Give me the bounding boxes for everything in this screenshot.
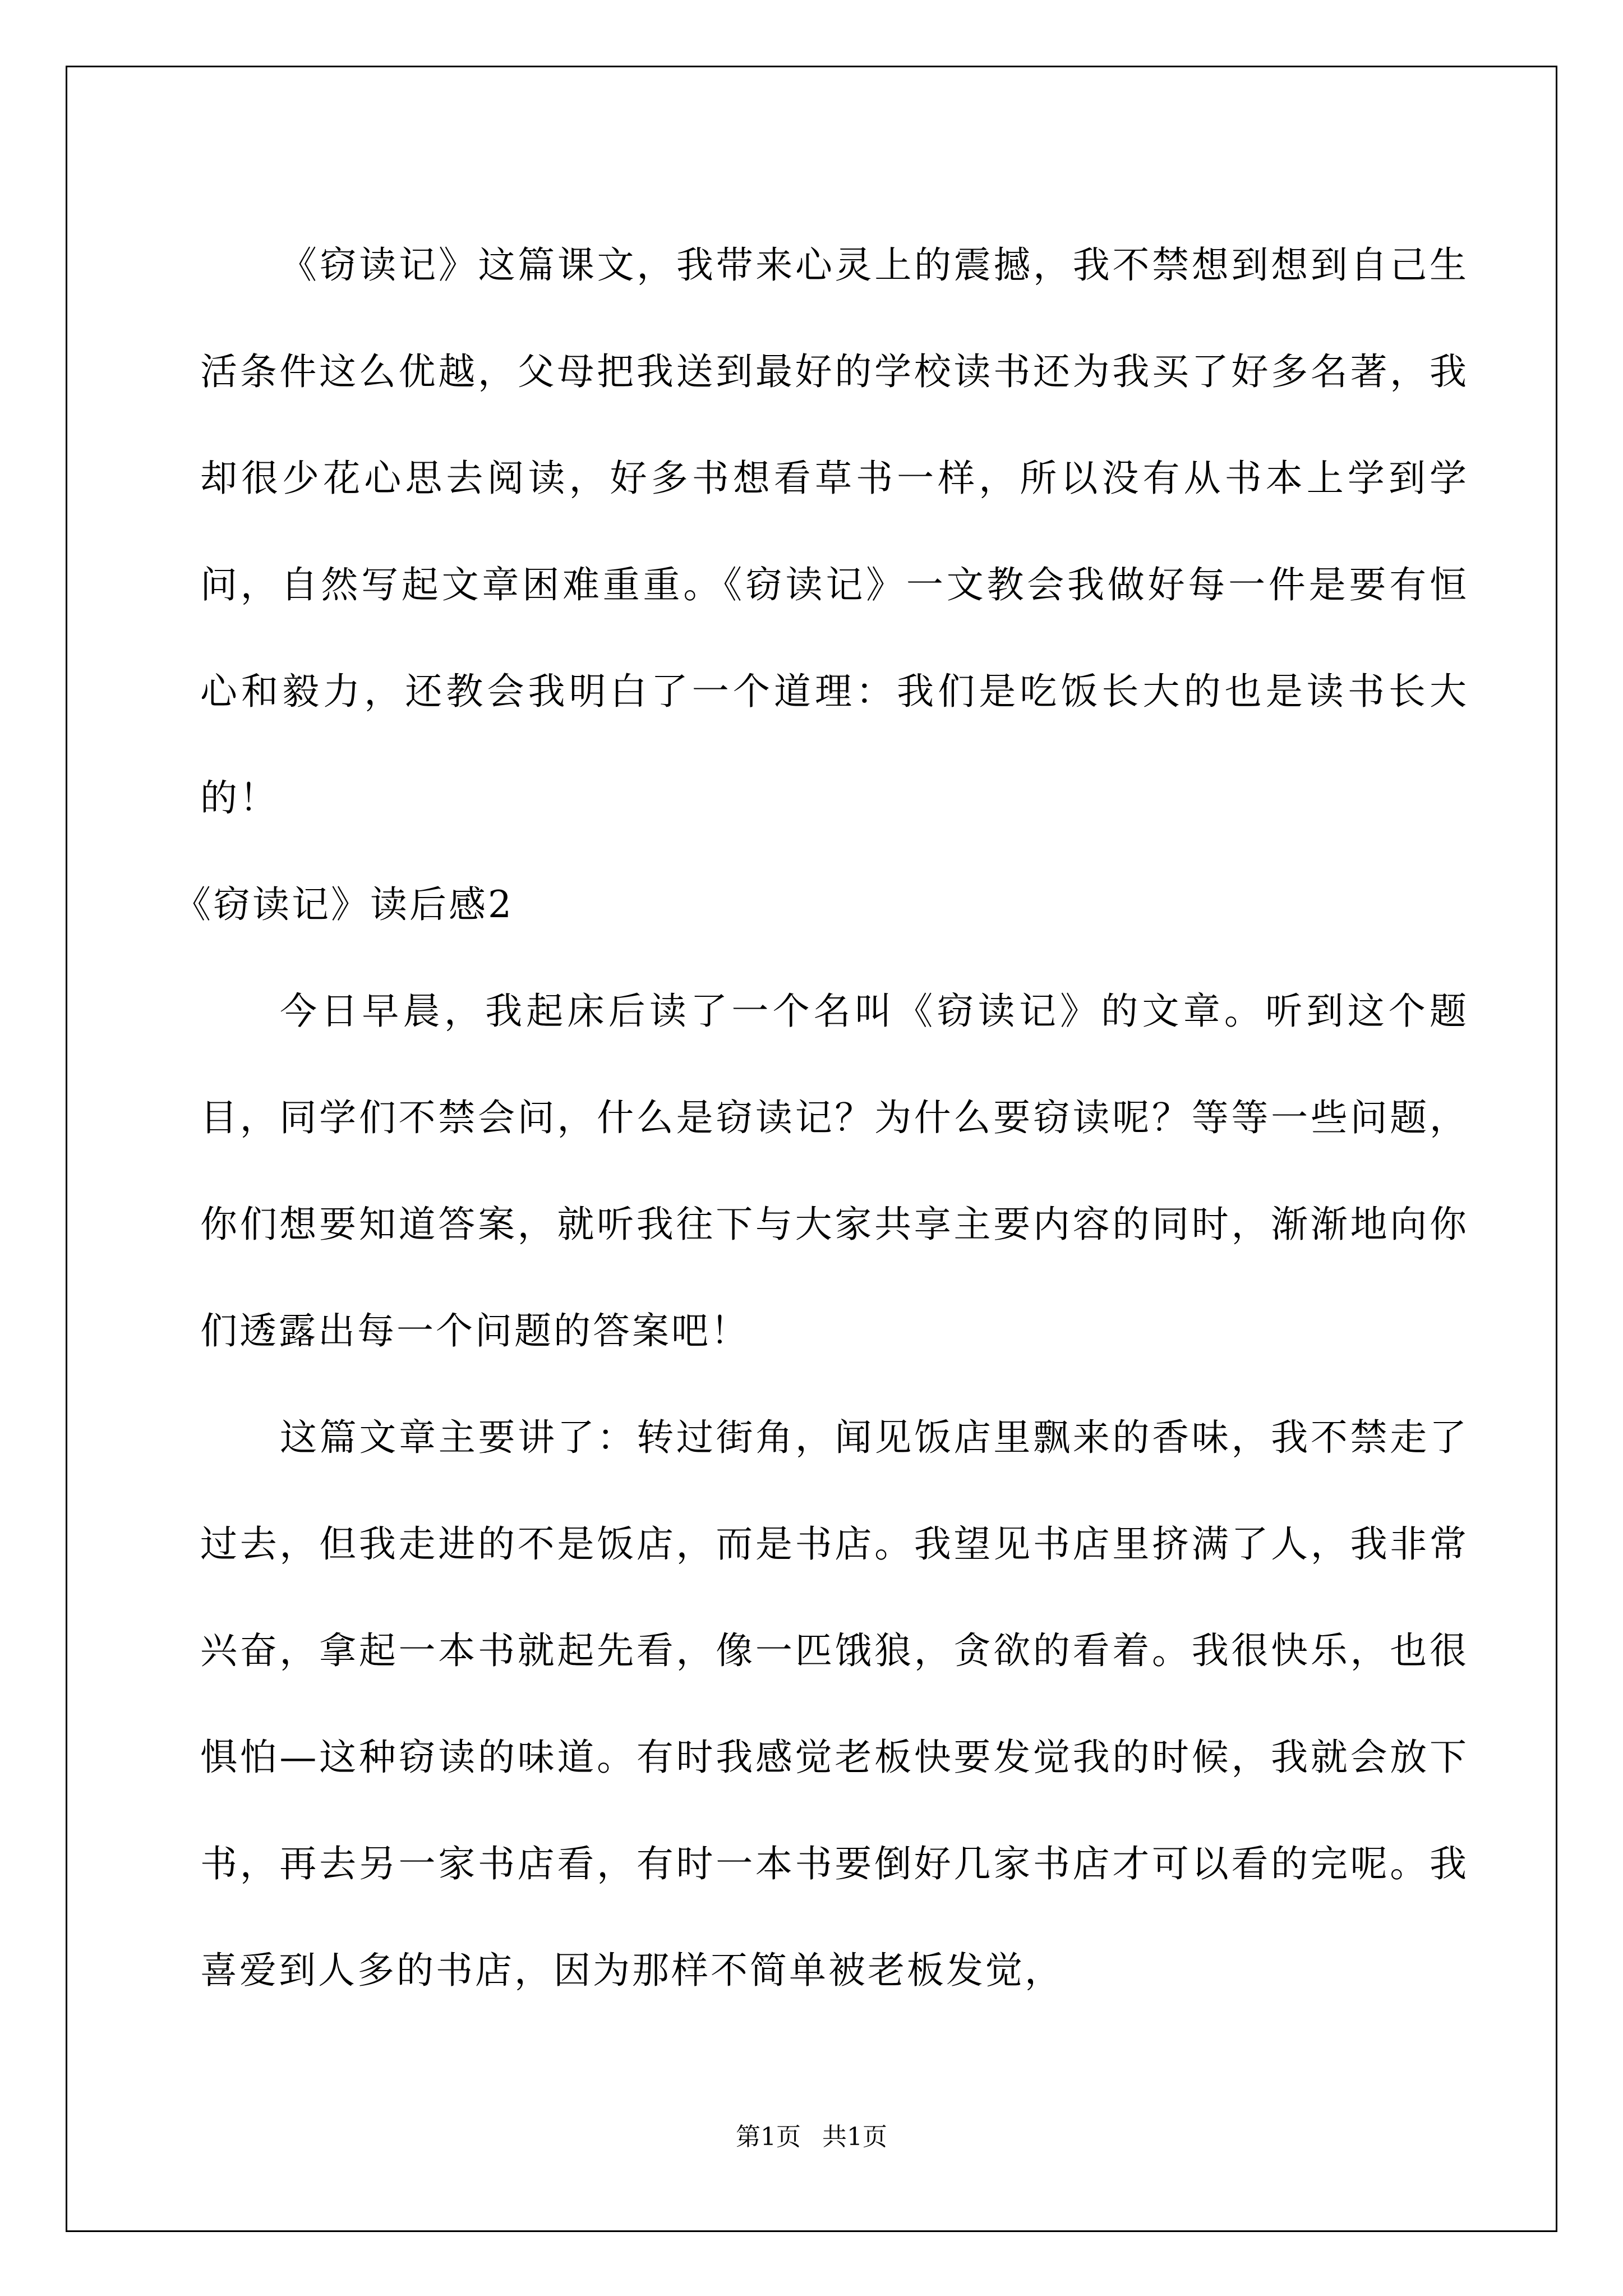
section-heading: 《窃读记》读后感2	[174, 883, 514, 926]
paragraph-intro: 《窃读记》这篇课文，我带来心灵上的震撼，我不禁想到想到自己生活条件这么优越，父母把我送到最好的学校读书还为我买了好多名著，我却很少花心思去阅读，好多书想看草书一样，所以没有从书本上学到学问，自然写起文章困难重重。《窃读记》一文教会我做好每一件是要有恒心和毅力，还教会我明白了一个道理：我们是吃饭长大的也是读书长大的！	[200, 243, 1469, 820]
paragraph-summary: 这篇文章主要讲了：转过街角，闻见饭店里飘来的香味，我不禁走了过去，但我走进的不是饭店，而是书店。我望见书店里挤满了人，我非常兴奋，拿起一本书就起先看，像一匹饿狼，贪欲的看着。我很快乐，也很惧怕—这种窃读的味道。有时我感觉老板快要发觉我的时候，我就会放下书，再去另一家书店看，有时一本书要倒好几家书店才可以看的完呢。我喜爱到人多的书店，因为那样不简单被老板发觉，	[200, 1416, 1469, 1992]
document-body	[174, 212, 1469, 2024]
page-total: 共1页	[822, 2123, 887, 2151]
page-footer	[0, 2120, 1623, 2154]
paragraph-morning: 今日早晨，我起床后读了一个名叫《窃读记》的文章。听到这个题目，同学们不禁会问，什么是窃读记？为什么要窃读呢？等等一些问题，你们想要知道答案，就听我往下与大家共享主要内容的同时，渐渐地向你们透露出每一个问题的答案吧！	[200, 990, 1469, 1352]
page-number: 第1页	[736, 2123, 801, 2151]
